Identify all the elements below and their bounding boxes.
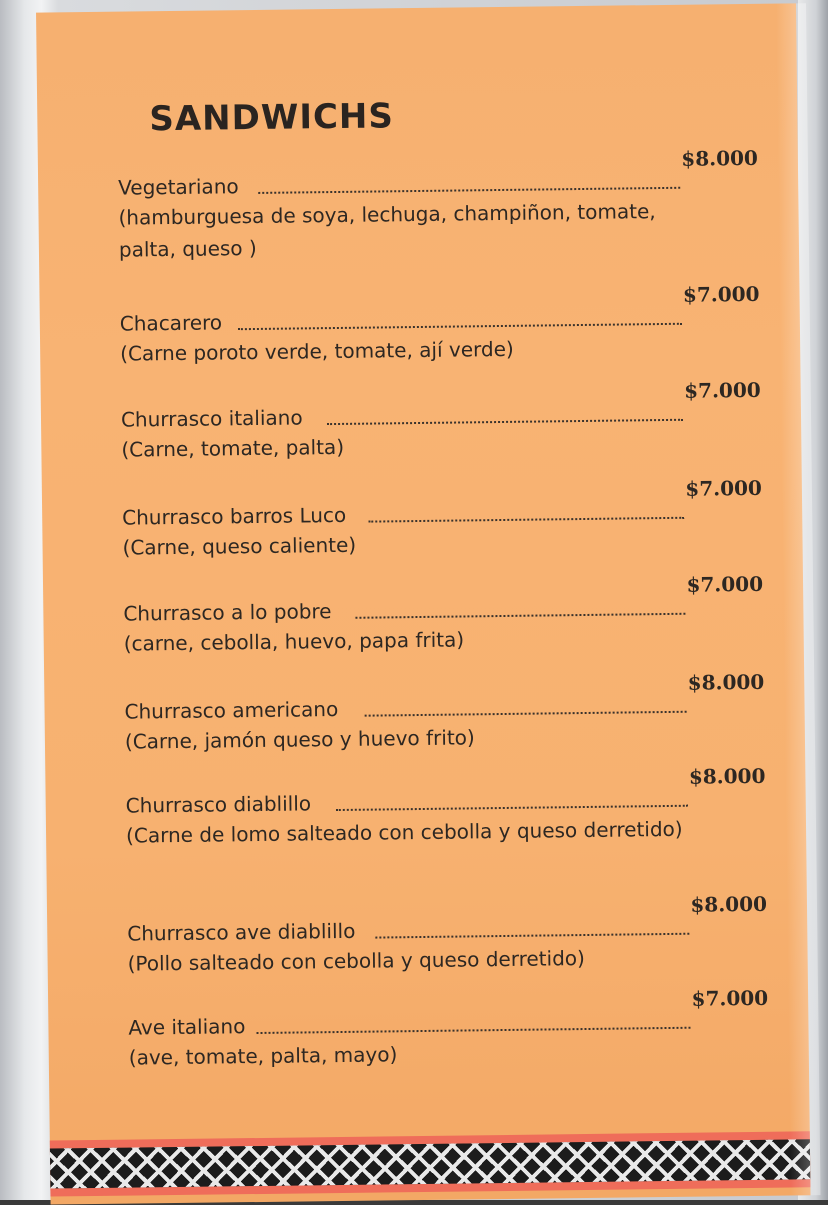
item-price: $7.000: [686, 571, 764, 597]
item-name: Churrasco americano: [124, 697, 339, 724]
leader-dots: [258, 185, 680, 194]
leader-dots: [256, 1025, 690, 1034]
item-name: Churrasco diablillo: [125, 791, 312, 818]
menu-item-vegetariano: [118, 145, 759, 266]
item-name: Churrasco a lo pobre: [123, 599, 332, 626]
item-price: $7.000: [684, 377, 761, 403]
menu-item-churrasco-a-lo-pobre: [123, 571, 764, 660]
item-name: Churrasco barros Luco: [122, 502, 347, 530]
item-name: Vegetariano: [118, 174, 239, 200]
leader-dots: [238, 321, 682, 330]
leader-dots: [365, 709, 687, 717]
item-name: Churrasco italiano: [120, 405, 303, 432]
leader-dots: [355, 611, 685, 619]
leader-dots: [327, 417, 683, 425]
item-name: Churrasco ave diablillo: [127, 918, 356, 946]
item-price: $7.000: [682, 281, 760, 307]
item-description: (ave, tomate, palta, mayo): [128, 1042, 398, 1070]
decorative-border-band: [50, 1131, 811, 1196]
item-description: (Carne poroto verde, tomate, ají verde): [120, 336, 514, 366]
item-price: $7.000: [685, 475, 763, 501]
item-description: (Carne de lomo salteado con cebolla y queso derretido): [125, 816, 683, 848]
item-description: (Carne, tomate, palta): [121, 434, 345, 462]
menu-item-churrasco-diablillo: [125, 763, 767, 852]
menu-page: [36, 3, 811, 1204]
menu-title: SANDWICHS: [149, 96, 395, 140]
geometric-pattern: [50, 1139, 810, 1188]
item-description: (Pollo salteado con cebolla y queso derretido): [127, 946, 585, 976]
leader-dots: [375, 931, 689, 939]
item-description: (hamburguesa de soya, lechuga, champiñon, tomate, palta, queso ): [118, 199, 656, 262]
item-description: (carne, cebolla, huevo, papa frita): [123, 627, 465, 656]
leader-dots: [336, 803, 688, 811]
item-price: $8.000: [687, 669, 765, 695]
menu-item-churrasco-italiano: [120, 377, 762, 466]
item-price: $8.000: [690, 891, 768, 917]
leader-dots: [368, 515, 684, 523]
item-name: Ave italiano: [128, 1014, 246, 1040]
item-price: $7.000: [691, 985, 769, 1011]
item-description: (Carne, queso caliente): [122, 532, 357, 560]
item-price: $8.000: [681, 145, 759, 171]
menu-item-chacarero: [119, 281, 761, 370]
menu-item-churrasco-americano: [124, 669, 765, 758]
item-price: $8.000: [688, 763, 766, 789]
item-name: Chacarero: [119, 310, 223, 336]
menu-item-churrasco-ave-diablillo: [127, 891, 768, 980]
menu-item-churrasco-barros-luco: [122, 475, 763, 564]
menu-item-ave-italiano: [128, 985, 769, 1074]
item-description: (Carne, jamón queso y huevo frito): [124, 725, 475, 754]
